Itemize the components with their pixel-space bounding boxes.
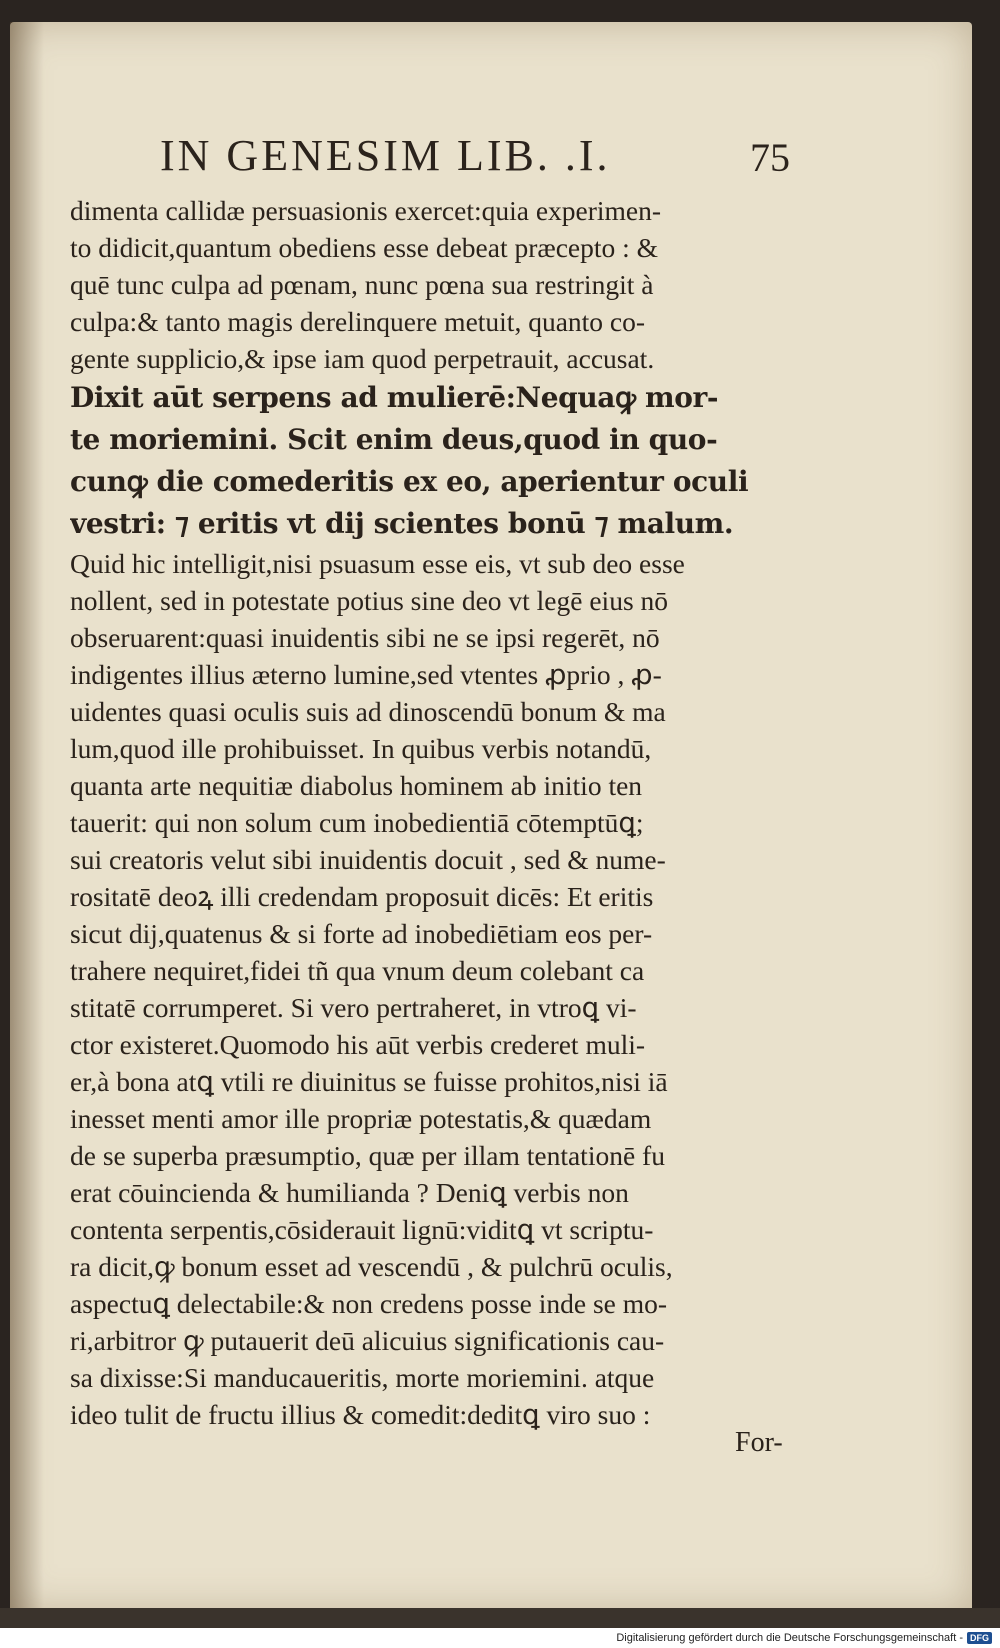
text-line: er,à bona atꝗ vtili re diuinitus se fuisse prohitos,nisi iā: [70, 1066, 668, 1097]
text-line: ra dicit,ꝙ bonum esset ad vescendū , & pulchrū oculis,: [70, 1251, 673, 1282]
text-block: [70, 192, 800, 1433]
text-line: aspectuꝗ delectabile:& non credens posse inde se mo-: [70, 1288, 668, 1319]
running-head: IN GENESIM LIB. .I.: [160, 131, 611, 180]
scan-bottom-edge: [0, 1608, 1000, 1628]
text-line: to didicit,quantum obediens esse debeat præcepto : &: [70, 232, 659, 263]
text-line: uidentes quasi oculis suis ad dinoscendū bonum & ma: [70, 696, 666, 727]
footer-credit: Digitalisierung gefördert durch die Deutsche Forschungsgemeinschaft -: [616, 1632, 963, 1644]
text-line: indigentes illius æterno lumine,sed vtentes ꝓprio , ꝓ-: [70, 659, 662, 690]
text-line: tauerit: qui non solum cum inobedientiā cōtemptūꝗ;: [70, 807, 644, 838]
text-line: te moriemini. Scit enim deus,quod in quo-: [70, 423, 718, 456]
text-line: stitatē corrumperet. Si vero pertraheret, in vtroꝗ vi-: [70, 992, 637, 1023]
text-line: ctor existeret.Quomodo his aūt verbis crederet muli-: [70, 1029, 646, 1060]
text-line: de se superba præsumptio, quæ per illam tentationē fu: [70, 1140, 665, 1171]
text-line: quē tunc culpa ad pœnam, nunc pœna sua restringit à: [70, 269, 654, 300]
text-line: Dixit aūt serpens ad mulierē:Nequaꝙ mor-: [70, 381, 719, 414]
text-line: rositatē deoꝝ illi credendam proposuit dicēs: Et eritis: [70, 881, 654, 912]
dfg-logo: DFG: [967, 1632, 992, 1644]
text-line: obseruarent:quasi inuidentis sibi ne se ipsi regerēt, nō: [70, 622, 660, 653]
text-line: dimenta callidæ persuasionis exercet:quia experimen-: [70, 195, 662, 226]
text-line: sicut dij,quatenus & si forte ad inobediētiam eos per-: [70, 918, 653, 949]
text-line: sa dixisse:Si manducaueritis, morte moriemini. atque: [70, 1362, 655, 1393]
book-page: [10, 22, 972, 1612]
text-line: inesset menti amor ille propriæ potestatis,& quædam: [70, 1103, 652, 1134]
folio-number: 75: [750, 135, 790, 180]
text-line: Quid hic intelligit,nisi psuasum esse eis, vt sub deo esse: [70, 548, 685, 579]
text-line: erat cōuincienda & humilianda ? Deniꝗ verbis non: [70, 1177, 629, 1208]
text-line: ideo tulit de fructu illius & comedit:deditꝗ viro suo :: [70, 1399, 651, 1430]
text-line: vestri: ⁊ eritis vt dij scientes bonū ⁊ malum.: [70, 507, 734, 540]
text-line: trahere nequiret,fidei tñ qua vnum deum colebant ca: [70, 955, 645, 986]
digitization-footer: [0, 1628, 1000, 1648]
text-line: gente supplicio,& ipse iam quod perpetrauit, accusat.: [70, 343, 655, 374]
text-line: cunꝙ die comederitis ex eo, aperientur oculi: [70, 465, 749, 498]
catchword: For-: [735, 1427, 783, 1458]
text-line: quanta arte nequitiæ diabolus hominem ab initio ten: [70, 770, 643, 801]
text-line: lum,quod ille prohibuisset. In quibus verbis notandū,: [70, 733, 652, 764]
text-line: contenta serpentis,cōsiderauit lignū:viditꝗ vt scriptu-: [70, 1214, 654, 1245]
text-line: culpa:& tanto magis derelinquere metuit, quanto co-: [70, 306, 646, 337]
text-line: ri,arbitror ꝙ putauerit deū alicuius significationis cau-: [70, 1325, 665, 1356]
text-line: nollent, sed in potestate potius sine deo vt legē eius nō: [70, 585, 669, 616]
text-line: sui creatoris velut sibi inuidentis docuit , sed & nume-: [70, 844, 666, 875]
